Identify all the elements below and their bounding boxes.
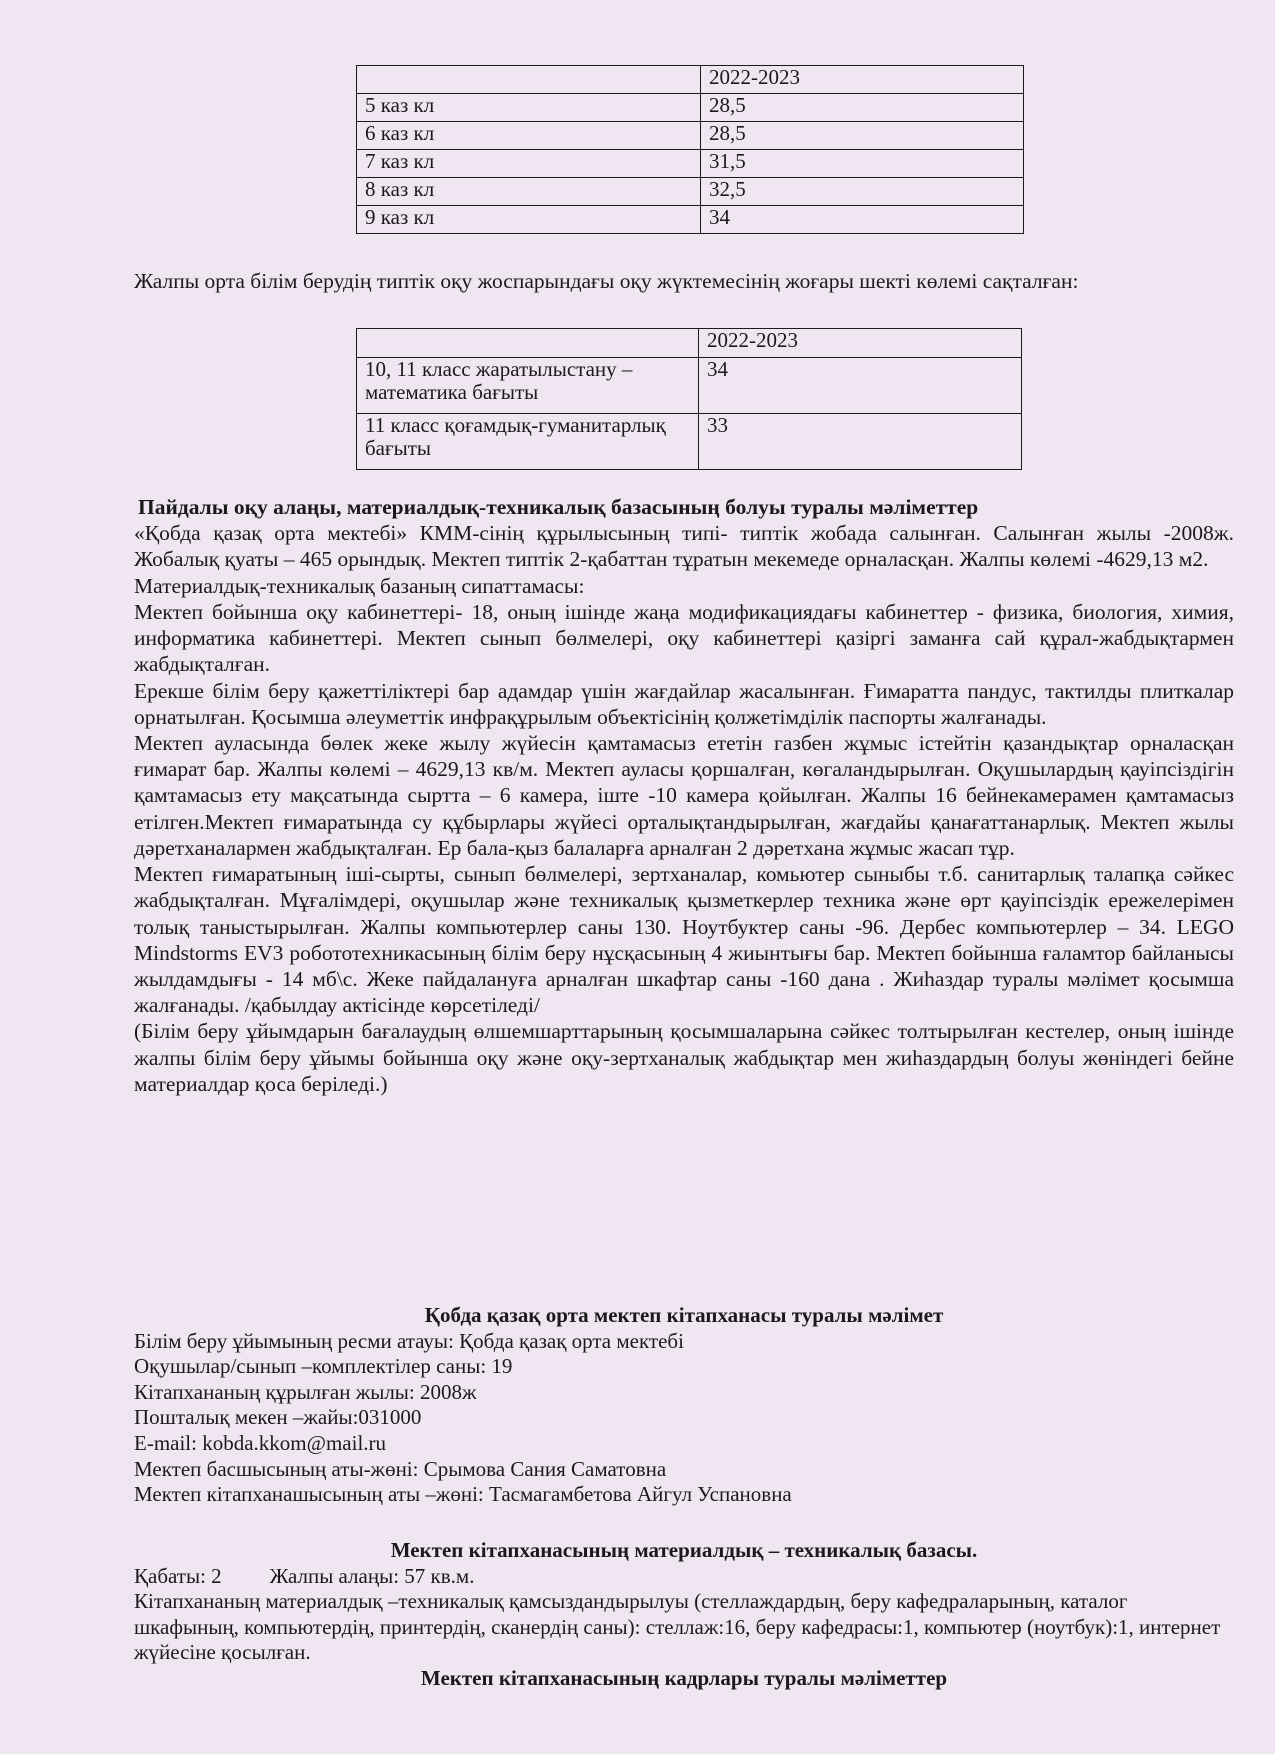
table-row [357, 206, 1024, 234]
table-cell: 33 [699, 414, 1022, 470]
grade-load-table-1 [356, 65, 1024, 234]
table-cell: 28,5 [701, 94, 1024, 122]
section-library-base [134, 1538, 1234, 1692]
info-line: Мектеп кітапханашысының аты –жөні: Тасмагамбетова Айгул Успановна [134, 1482, 792, 1507]
area-value: Жалпы алаңы: 57 кв.м. [269, 1563, 475, 1588]
table-cell: 34 [701, 206, 1024, 234]
info-line: Мектеп басшысының аты-жөні: Срымова Сания Саматовна [134, 1456, 667, 1481]
paragraph: Кітапхананың материалдық –техникалық қамсыздандырылуы (стеллаждардың, беру кафедраларының, каталог шкафының, компьютердің, принтердің, сканердің саны): стеллаж:16, беру кафедрасы:1, компьютер (ноутбук):1, интернет жүйесіне қосылған. [134, 1589, 1221, 1665]
table-row [357, 150, 1024, 178]
table-row [357, 122, 1024, 150]
table-cell: 11 класс қоғамдық-гуманитарлық бағыты [357, 414, 699, 470]
info-line: Оқушылар/сынып –комплектілер саны: 19 [134, 1354, 513, 1379]
paragraph: «Қобда қазақ орта мектебі» КММ-сінің құрылысының типі- типтік жобада салынған. Салынған жылы -2008ж. Жобалық қуаты – 465 орындық. Мектеп типтік 2-қабаттан тұратын мекемеде орналасқан. Жалпы көлемі -4629,13 м2. [134, 521, 1234, 572]
table-header-row [357, 329, 1022, 358]
floor-value: Қабаты: 2 [134, 1563, 222, 1588]
table-row [357, 178, 1024, 206]
paragraph: Мектеп бойынша оқу кабинеттері- 18, оның ішінде жаңа модификациядағы кабинеттер - физика, биология, химия, информатика кабинеттері. Мектеп сынып бөлмелері, оқу кабинеттері қазіргі заманға сай құрал-жабдықтармен жабдықталған. [134, 599, 1234, 677]
table-cell: 31,5 [701, 150, 1024, 178]
table-cell: 8 каз кл [357, 178, 701, 206]
info-line: Кітапхананың құрылған жылы: 2008ж [134, 1379, 477, 1404]
grade-load-table-2 [356, 328, 1022, 470]
paragraph: Мектеп ауласында бөлек жеке жылу жүйесін қамтамасыз ететін газбен жұмыс істейтін қазандықтар орналасқан ғимарат бар. Жалпы көлемі – 4629,13 кв/м. Мектеп ауласы қоршалған, көгаландырылған. Оқушылардың қауіпсіздігін қамтамасыз ету мақсатында сыртта – 6 камера, іште -10 камера қойылған. Жалпы 16 бейнекамерамен қамтамасыз етілген.Мектеп ғимаратында су құбырлары жүйесі орталықтандырылған, жағдайы қанағаттанарлық. Мектеп жылы дәретханалармен жабдықталған. Ер бала-қыз балаларға арналған 2 дәретхана жұмыс жасап тұр. [134, 730, 1234, 860]
info-line [134, 1564, 1234, 1590]
section-title: Пайдалы оқу алаңы, материалдық-техникалық базасының болуы туралы мәліметтер [138, 495, 979, 519]
table-cell: 7 каз кл [357, 150, 701, 178]
info-line: E-mail: kobda.kkom@mail.ru [134, 1431, 387, 1456]
section-title: Қобда қазақ орта мектеп кітапханасы туралы мәлімет [424, 1303, 944, 1327]
table-cell: 9 каз кл [357, 206, 701, 234]
intro-text: Жалпы орта білім берудің типтік оқу жоспарындағы оқу жүктемесінің жоғары шекті көлемі сақталған: [134, 269, 1079, 293]
table-cell: 6 каз кл [357, 122, 701, 150]
table-cell [357, 329, 699, 358]
section-title: Мектеп кітапханасының кадрлары туралы мәліметтер [420, 1666, 948, 1691]
table-cell: 32,5 [701, 178, 1024, 206]
intro-paragraph [134, 268, 1134, 294]
table-cell: 5 каз кл [357, 94, 701, 122]
table-cell: 2022-2023 [699, 329, 1022, 358]
paragraph: Мектеп ғимаратының іші-сырты, сынып бөлмелері, зертханалар, комьютер сыныбы т.б. санитарлық талапқа сәйкес жабдықталған. Мұғалімдері, оқушылар және техникалық қызметкерлер техника және өрт қауіпсіздік ережелерімен толық таныстырылған. Жалпы компьютерлер саны 130. Ноутбуктер саны -96. Дербес компьютерлер – 34. LEGO Mindstorms EV3 робототехникасының білім беру нұсқасының 4 жиынтығы бар. Мектеп бойынша ғаламтор байланысы жылдамдығы - 14 мб\с. Жеке пайдалануға арналған шкафтар саны -160 дана . Жиһаздар туралы мәлімет қосымша жалғанады. /қабылдау актісінде көрсетіледі/ [134, 862, 1234, 1018]
info-line: Пошталық мекен –жайы:031000 [134, 1405, 422, 1430]
paragraph: Материалдық-техникалық базаның сипаттамасы: [134, 573, 585, 598]
section-material-base [134, 494, 1234, 1097]
table-cell: 10, 11 класс жаратылыстану – математика бағыты [357, 358, 699, 414]
table-row [357, 94, 1024, 122]
table-header-row [357, 66, 1024, 94]
table-cell: 28,5 [701, 122, 1024, 150]
paragraph: Ерекше білім беру қажеттіліктері бар адамдар үшін жағдайлар жасалынған. Ғимаратта пандус, тактилды плиткалар орнатылған. Қосымша әлеуметтік инфрақұрылым объектісінің қолжетімділік паспорты жалғанады. [134, 678, 1234, 729]
table-cell [357, 66, 701, 94]
section-title: Мектеп кітапханасының материалдық – техникалық базасы. [390, 1538, 978, 1562]
table-cell: 34 [699, 358, 1022, 414]
paragraph: (Білім беру ұйымдарын бағалаудың өлшемшарттарының қосымшаларына сәйкес толтырылған кестелер, оның ішінде жалпы білім беру ұйымы бойынша оқу және оқу-зертханалық жабдықтар мен жиһаздардың болуы жөніндегі бейне материалдар қоса беріледі.) [134, 1019, 1234, 1096]
table-cell: 2022-2023 [701, 66, 1024, 94]
section-library-info [134, 1303, 1234, 1508]
table-row [357, 358, 1022, 414]
table-row [357, 414, 1022, 470]
info-line: Білім беру ұйымының ресми атауы: Қобда қазақ орта мектебі [134, 1328, 684, 1353]
